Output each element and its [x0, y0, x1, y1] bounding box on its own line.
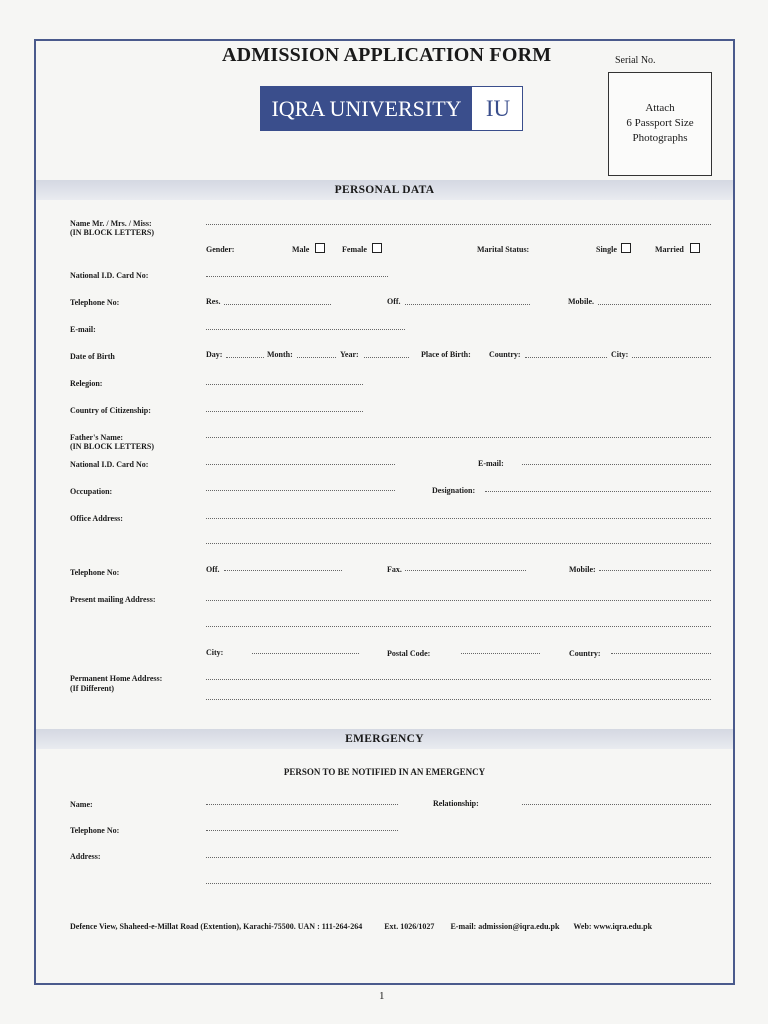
res-phone-field[interactable] — [224, 304, 331, 305]
mobile2-label: Mobile: — [569, 565, 596, 574]
permanent-address-note: (If Different) — [70, 684, 115, 693]
religion-label: Relegion: — [70, 379, 103, 388]
name-note: (IN BLOCK LETTERS) — [70, 228, 155, 237]
day-label: Day: — [206, 350, 223, 359]
emergency-name-field[interactable] — [206, 804, 398, 805]
city2-field[interactable] — [252, 653, 359, 654]
relationship-field[interactable] — [522, 804, 711, 805]
photo-line-3: Photographs — [632, 132, 688, 144]
city-label: City: — [611, 350, 629, 359]
permanent-address-line-2[interactable] — [206, 699, 711, 700]
fax-label: Fax. — [387, 565, 402, 574]
occupation-field[interactable] — [206, 490, 395, 491]
father-nic-label: National I.D. Card No: — [70, 460, 149, 469]
father-email-field[interactable] — [522, 464, 711, 465]
footer-ext: Ext. 1026/1027 — [384, 922, 435, 931]
photo-line-2: 6 Passport Size — [626, 117, 694, 129]
email-label: E-mail: — [70, 325, 96, 334]
name-label: Name Mr. / Mrs. / Miss: — [70, 219, 152, 228]
telephone-label: Telephone No: — [70, 298, 120, 307]
place-of-birth-label: Place of Birth: — [421, 350, 471, 359]
telephone2-label: Telephone No: — [70, 568, 120, 577]
mobile-label: Mobile. — [568, 297, 594, 306]
off2-label: Off. — [206, 565, 220, 574]
office2-phone-field[interactable] — [224, 570, 342, 571]
photo-box[interactable] — [608, 72, 712, 176]
emergency-address-label: Address: — [70, 852, 101, 861]
occupation-label: Occupation: — [70, 487, 113, 496]
designation-label: Designation: — [432, 486, 476, 495]
emergency-heading: EMERGENCY — [345, 733, 424, 745]
office-address-line-1[interactable] — [206, 518, 711, 519]
logo-abbr: IU — [485, 96, 511, 121]
birth-country-field[interactable] — [525, 357, 607, 358]
postal-code-label: Postal Code: — [387, 649, 431, 658]
birth-city-field[interactable] — [632, 357, 711, 358]
year-label: Year: — [340, 350, 359, 359]
serial-number-label: Serial No. — [615, 55, 656, 66]
emergency-name-label: Name: — [70, 800, 93, 809]
citizenship-field[interactable] — [206, 411, 363, 412]
gender-label: Gender: — [206, 245, 235, 254]
emergency-band — [36, 729, 733, 749]
married-label: Married — [655, 245, 684, 254]
dob-label: Date of Birth — [70, 352, 115, 361]
footer-address: Defence View, Shaheed-e-Millat Road (Extention), Karachi-75500. UAN : 111-264-264 — [70, 922, 363, 931]
single-checkbox[interactable] — [621, 243, 631, 253]
nic-field[interactable] — [206, 276, 388, 277]
postal-code-field[interactable] — [461, 653, 540, 654]
female-label: Female — [342, 245, 367, 254]
year-field[interactable] — [364, 357, 409, 358]
personal-data-heading: PERSONAL DATA — [334, 184, 435, 196]
father-name-note: (IN BLOCK LETTERS) — [70, 442, 155, 451]
citizenship-label: Country of Citizenship: — [70, 406, 151, 415]
footer-contact — [70, 922, 652, 931]
male-checkbox[interactable] — [315, 243, 325, 253]
day-field[interactable] — [226, 357, 264, 358]
female-checkbox[interactable] — [372, 243, 382, 253]
name-field[interactable] — [206, 224, 711, 225]
city2-label: City: — [206, 648, 224, 657]
permanent-address-label: Permanent Home Address: — [70, 674, 163, 683]
email-field[interactable] — [206, 329, 405, 330]
emergency-telephone-field[interactable] — [206, 830, 398, 831]
father-name-field[interactable] — [206, 437, 711, 438]
emergency-telephone-label: Telephone No: — [70, 826, 120, 835]
male-label: Male — [292, 245, 310, 254]
mailing-address-label: Present mailing Address: — [70, 595, 156, 604]
country-label: Country: — [489, 350, 521, 359]
month-field[interactable] — [297, 357, 336, 358]
married-checkbox[interactable] — [690, 243, 700, 253]
office-address-line-2[interactable] — [206, 543, 711, 544]
father-nic-field[interactable] — [206, 464, 395, 465]
single-label: Single — [596, 245, 617, 254]
off-label: Off. — [387, 297, 401, 306]
page-number: 1 — [379, 990, 385, 1002]
month-label: Month: — [267, 350, 293, 359]
emergency-address-line-1[interactable] — [206, 857, 711, 858]
emergency-subheading: PERSON TO BE NOTIFIED IN AN EMERGENCY — [283, 767, 486, 777]
form-title: ADMISSION APPLICATION FORM — [222, 44, 552, 66]
father-name-label: Father's Name: — [70, 433, 124, 442]
marital-status-label: Marital Status: — [477, 245, 530, 254]
permanent-address-line-1[interactable] — [206, 679, 711, 680]
religion-field[interactable] — [206, 384, 363, 385]
mailing-address-line-1[interactable] — [206, 600, 711, 601]
mobile2-field[interactable] — [599, 570, 711, 571]
father-email-label: E-mail: — [478, 459, 504, 468]
res-label: Res. — [206, 297, 221, 306]
university-logo — [260, 86, 523, 131]
photo-line-1: Attach — [645, 102, 675, 114]
personal-data-band — [36, 180, 733, 200]
mailing-address-line-2[interactable] — [206, 626, 711, 627]
emergency-address-line-2[interactable] — [206, 883, 711, 884]
logo-name: IQRA UNIVERSITY — [261, 87, 472, 130]
nic-label: National I.D. Card No: — [70, 271, 149, 280]
mobile-field[interactable] — [598, 304, 711, 305]
footer-email: E-mail: admission@iqra.edu.pk — [450, 922, 560, 931]
relationship-label: Relationship: — [433, 799, 479, 808]
country2-label: Country: — [569, 649, 601, 658]
footer-web: Web: www.iqra.edu.pk — [573, 922, 653, 931]
country2-field[interactable] — [611, 653, 711, 654]
designation-field[interactable] — [485, 491, 711, 492]
fax-field[interactable] — [405, 570, 526, 571]
office-phone-field[interactable] — [405, 304, 530, 305]
office-address-label: Office Address: — [70, 514, 123, 523]
